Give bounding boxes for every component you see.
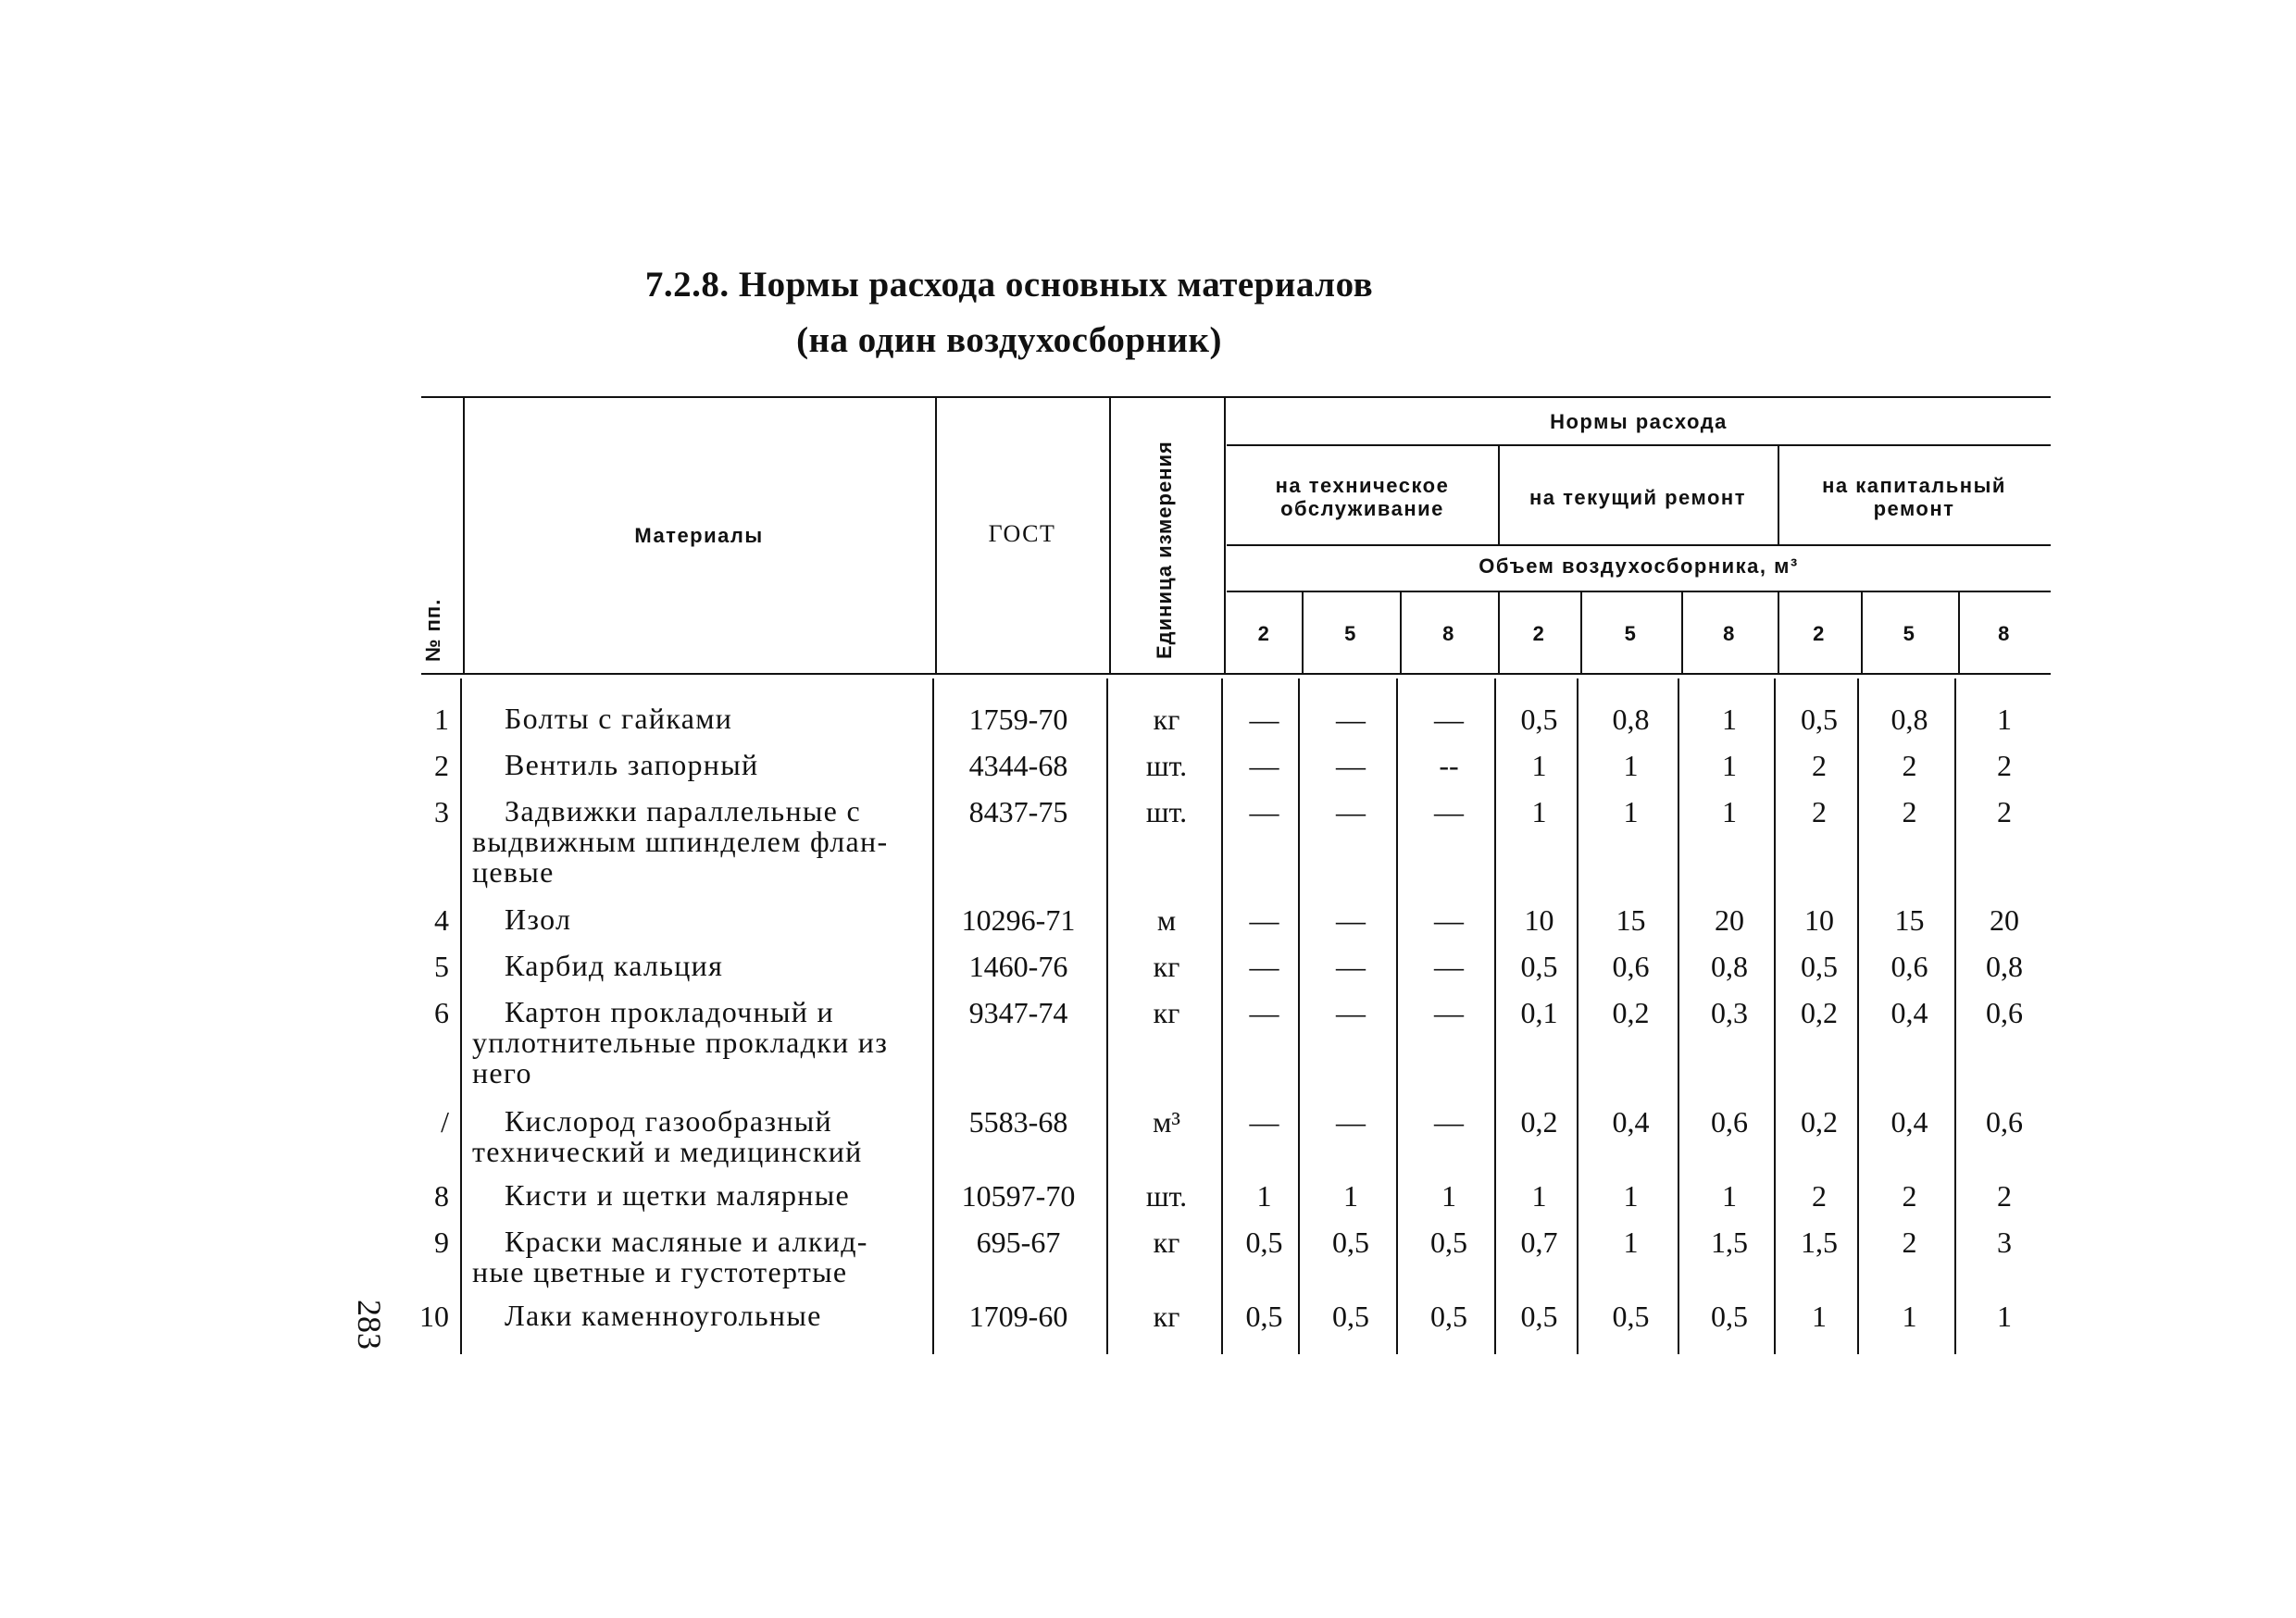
groups-rule	[1227, 544, 2051, 546]
row-value: 0,5	[1612, 1300, 1650, 1333]
row-value: 0,5	[1520, 950, 1558, 983]
row-number: /	[441, 1105, 449, 1139]
row-value: 0,5	[1801, 950, 1838, 983]
row-gost: 10597-70	[961, 1179, 1076, 1213]
row-material: Лаки каменноугольные	[505, 1299, 822, 1332]
row-unit: кг	[1153, 996, 1180, 1029]
volume-rule	[1227, 591, 2051, 592]
header-group: на техническое обслуживание	[1275, 474, 1450, 520]
row-value: 0,7	[1520, 1226, 1558, 1259]
row-material: Картон прокладочный и	[505, 995, 834, 1028]
row-number: 4	[434, 903, 449, 937]
row-value: 1,5	[1801, 1226, 1838, 1259]
row-material: Карбид кальция	[505, 949, 724, 982]
column-divider	[460, 678, 462, 1354]
row-unit: шт.	[1145, 795, 1188, 828]
row-number: 3	[434, 795, 449, 828]
header-group: на текущий ремонт	[1529, 486, 1746, 509]
row-unit: кг	[1153, 950, 1180, 983]
row-value: --	[1439, 749, 1459, 782]
row-gost: 1709-60	[968, 1300, 1068, 1333]
row-value: 0,6	[1612, 950, 1650, 983]
row-value: 0,2	[1801, 1105, 1838, 1139]
row-value: —	[1249, 996, 1279, 1029]
row-number: 9	[434, 1226, 449, 1259]
header-bottom-rule	[421, 673, 2051, 675]
row-value: 0,6	[1711, 1105, 1748, 1139]
row-value: 1	[1722, 749, 1737, 782]
row-unit: кг	[1153, 703, 1180, 736]
row-value: 1	[1722, 795, 1737, 828]
row-number: 8	[434, 1179, 449, 1213]
row-value: 0,8	[1612, 703, 1650, 736]
row-value: —	[1249, 1105, 1279, 1139]
row-value: 0,8	[1711, 950, 1748, 983]
row-value: 1	[1722, 703, 1737, 736]
row-value: 15	[1616, 903, 1646, 937]
row-material: Вентиль запорный	[505, 748, 759, 781]
row-value: 0,5	[1711, 1300, 1748, 1333]
group-divider	[1498, 446, 1500, 544]
row-material: Изол	[505, 902, 572, 936]
row-value: 2	[1812, 1179, 1827, 1213]
row-value: 0,5	[1520, 703, 1558, 736]
row-value: 1	[1256, 1179, 1272, 1213]
row-value: 0,5	[1430, 1226, 1467, 1259]
row-value: 10	[1524, 903, 1554, 937]
row-value: 20	[1715, 903, 1744, 937]
row-value: 0,1	[1520, 996, 1558, 1029]
header-norms: Нормы расхода	[1550, 410, 1728, 433]
header-volume-value: 2	[1532, 622, 1546, 645]
row-value: 0,8	[1890, 703, 1928, 736]
row-gost: 4344-68	[968, 749, 1068, 782]
group-divider	[1778, 446, 1779, 544]
row-value: 1	[1623, 1226, 1639, 1259]
header-unit: Единица измерения	[1153, 441, 1176, 659]
row-value: 2	[1997, 1179, 2012, 1213]
row-value: 0,2	[1612, 996, 1650, 1029]
row-unit: кг	[1153, 1226, 1180, 1259]
row-unit: м³	[1153, 1105, 1180, 1139]
row-material: уплотнительные прокладки из	[472, 1026, 889, 1059]
row-material: Кисти и щетки малярные	[505, 1178, 851, 1212]
row-number: 10	[419, 1300, 449, 1333]
row-value: 1	[1531, 1179, 1547, 1213]
row-value: 1	[1441, 1179, 1456, 1213]
page-number: 283	[351, 1300, 388, 1350]
table-top-rule	[421, 396, 2051, 398]
row-number: 6	[434, 996, 449, 1029]
row-value: 3	[1997, 1226, 2012, 1259]
header-volume: Объем воздухосборника, м³	[1479, 554, 1799, 578]
row-value: —	[1336, 996, 1366, 1029]
header-num: № пп.	[421, 598, 444, 662]
row-value: —	[1336, 1105, 1366, 1139]
row-value: 0,4	[1612, 1105, 1650, 1139]
row-value: 1	[1722, 1179, 1737, 1213]
column-divider	[1224, 398, 1226, 673]
row-value: —	[1434, 703, 1464, 736]
page-title: 7.2.8. Нормы расхода основных материалов	[644, 265, 1374, 305]
row-number: 1	[434, 703, 449, 736]
row-value: 1	[1623, 1179, 1639, 1213]
row-value: 0,8	[1986, 950, 2023, 983]
row-value: 1	[1531, 795, 1547, 828]
row-unit: кг	[1153, 1300, 1180, 1333]
header-volume-value: 2	[1257, 622, 1271, 645]
row-value: 0,5	[1430, 1300, 1467, 1333]
row-value: —	[1249, 795, 1279, 828]
row-material: Болты с гайками	[505, 702, 733, 735]
row-value: 1	[1623, 749, 1639, 782]
row-value: 0,3	[1711, 996, 1748, 1029]
row-gost: 1759-70	[968, 703, 1068, 736]
row-gost: 9347-74	[968, 996, 1068, 1029]
header-group: на капитальный ремонт	[1822, 474, 2006, 520]
row-unit: шт.	[1145, 749, 1188, 782]
row-value: 0,5	[1520, 1300, 1558, 1333]
header-volume-value: 2	[1813, 622, 1826, 645]
page-subtitle: (на один воздухосборник)	[796, 320, 1222, 360]
row-value: 1,5	[1711, 1226, 1748, 1259]
row-value: 0,5	[1801, 703, 1838, 736]
row-material: Задвижки параллельные с	[505, 794, 861, 828]
row-material: ные цветные и густотертые	[472, 1255, 848, 1288]
row-value: 0,6	[1986, 996, 2023, 1029]
row-value: 1	[1531, 749, 1547, 782]
row-number: 5	[434, 950, 449, 983]
row-value: —	[1249, 950, 1279, 983]
row-value: —	[1336, 950, 1366, 983]
row-material: Кислород газообразный	[505, 1104, 832, 1138]
row-value: 1	[1343, 1179, 1358, 1213]
row-value: —	[1249, 903, 1279, 937]
header-material: Материалы	[634, 524, 764, 547]
row-value: —	[1249, 703, 1279, 736]
row-value: 2	[1902, 749, 1917, 782]
row-value: 20	[1990, 903, 2019, 937]
row-value: 2	[1902, 1179, 1917, 1213]
row-value: 1	[1623, 795, 1639, 828]
row-value: —	[1336, 903, 1366, 937]
row-gost: 695-67	[976, 1226, 1061, 1259]
header-gost: ГОСТ	[988, 520, 1056, 547]
row-value: 15	[1894, 903, 1925, 937]
row-value: 0,2	[1520, 1105, 1558, 1139]
row-value: 0,5	[1245, 1226, 1283, 1259]
row-value: —	[1336, 703, 1366, 736]
row-value: 1	[1902, 1300, 1917, 1333]
row-number: 2	[434, 749, 449, 782]
row-gost: 10296-71	[961, 903, 1076, 937]
row-gost: 1460-76	[968, 950, 1068, 983]
row-value: 2	[1902, 1226, 1917, 1259]
row-value: 2	[1812, 749, 1827, 782]
row-value: 1	[1997, 703, 2012, 736]
row-material: цевые	[472, 855, 555, 889]
row-unit: шт.	[1145, 1179, 1188, 1213]
row-value: 0,4	[1890, 1105, 1928, 1139]
row-value: —	[1434, 903, 1464, 937]
header-volume-value: 5	[1903, 622, 1916, 645]
row-value: —	[1434, 1105, 1464, 1139]
row-value: 2	[1812, 795, 1827, 828]
row-material: Краски масляные и алкид-	[505, 1225, 868, 1258]
row-gost: 5583-68	[968, 1105, 1068, 1139]
row-gost: 8437-75	[968, 795, 1068, 828]
column-divider	[1106, 678, 1108, 1354]
row-unit: м	[1156, 903, 1177, 937]
row-value: —	[1336, 749, 1366, 782]
row-value: —	[1249, 749, 1279, 782]
row-material: него	[472, 1056, 532, 1089]
header-volume-value: 5	[1344, 622, 1357, 645]
row-value: 2	[1997, 795, 2012, 828]
row-value: —	[1434, 950, 1464, 983]
header-volume-value: 5	[1624, 622, 1638, 645]
header-volume-value: 8	[1998, 622, 2011, 645]
row-value: 2	[1902, 795, 1917, 828]
row-value: 0,2	[1801, 996, 1838, 1029]
row-value: 1	[1997, 1300, 2012, 1333]
row-value: 0,6	[1986, 1105, 2023, 1139]
row-value: —	[1336, 795, 1366, 828]
row-value: —	[1434, 996, 1464, 1029]
row-material: выдвижным шпинделем флан-	[472, 825, 889, 858]
row-value: 0,6	[1890, 950, 1928, 983]
row-value: 2	[1997, 749, 2012, 782]
row-value: 0,5	[1245, 1300, 1283, 1333]
row-value: —	[1434, 795, 1464, 828]
row-value: 1	[1812, 1300, 1827, 1333]
row-material: технический и медицинский	[472, 1135, 863, 1168]
header-volume-value: 8	[1723, 622, 1736, 645]
row-value: 10	[1804, 903, 1834, 937]
norms-rule	[1227, 444, 2051, 446]
column-divider	[1109, 398, 1111, 673]
row-value: 0,5	[1332, 1226, 1369, 1259]
header-volume-value: 8	[1442, 622, 1455, 645]
row-value: 0,4	[1890, 996, 1928, 1029]
row-value: 0,5	[1332, 1300, 1369, 1333]
